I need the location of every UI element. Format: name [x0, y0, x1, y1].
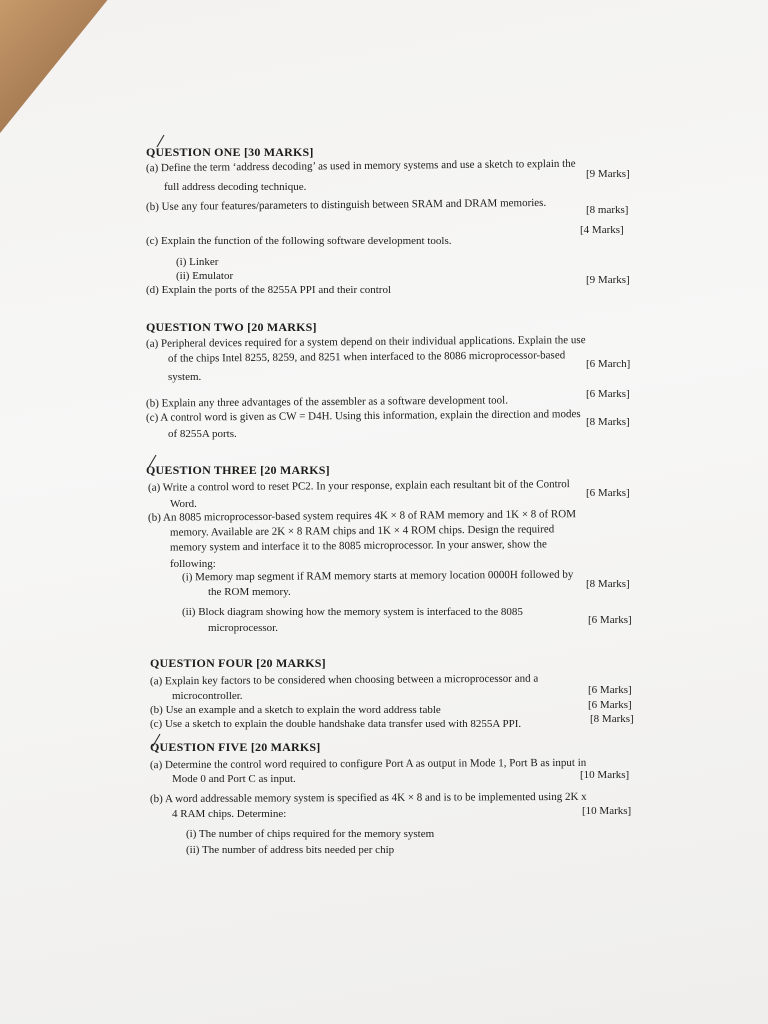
q5-b-ii-text: (ii) The number of address bits needed per chip [186, 844, 395, 856]
q1-c-item-linker: (i) Linker [176, 256, 219, 268]
question-three-heading: QUESTION THREE [20 MARKS] [146, 463, 330, 477]
q2-a-marks: [6 March] [586, 358, 631, 370]
q4-c-marks: [8 Marks] [590, 713, 634, 725]
q3-b-text-line2: memory. Available are 2K × 8 RAM chips and 1K × 4 ROM chips. Design the required [169, 523, 555, 539]
q2-a-text-line2: of the chips Intel 8255, 8259, and 8251 when interfaced to the 8086 microprocessor-based [167, 349, 566, 365]
q1-d-text: (d) Explain the ports of the 8255A PPI and their control [146, 284, 392, 296]
q1-a-text-line2: full address decoding technique. [164, 181, 307, 193]
q3-b-text-line3: memory system and interface it to the 8085 microprocessor. In your answer, show the [169, 538, 547, 554]
q3-b-ii-marks: [6 Marks] [588, 614, 632, 626]
q2-b-text: (b) Explain any three advantages of the assembler as a software development tool. [145, 394, 508, 410]
question-five-heading: QUESTION FIVE [20 MARKS] [150, 740, 321, 754]
q1-b-text: (b) Use any four features/parameters to distinguish between SRAM and DRAM memories. [145, 196, 547, 214]
q3-b-ii-text-line2: microprocessor. [208, 622, 278, 634]
q4-a-marks: [6 Marks] [588, 684, 632, 696]
q4-a-text-line1: (a) Explain key factors to be considered when choosing between a microprocessor and a [149, 672, 539, 688]
q3-a-text-line1: (a) Write a control word to reset PC2. In your response, explain each resultant bit of the Control [147, 478, 570, 494]
q3-b-text-line1: (b) An 8085 microprocessor-based system requires 4K × 8 of RAM memory and 1K × 8 of ROM [147, 508, 577, 524]
q2-c-marks: [8 Marks] [586, 416, 630, 428]
q3-b-i-marks: [8 Marks] [586, 578, 630, 590]
q1-b-marks: [8 marks] [586, 204, 629, 216]
q2-a-text-line1: (a) Peripheral devices required for a system depend on their individual applications. Explain the use [145, 334, 586, 350]
q2-b-marks: [6 Marks] [586, 388, 630, 400]
q1-a-marks: [9 Marks] [586, 168, 630, 180]
q3-a-marks: [6 Marks] [586, 487, 630, 499]
q5-a-text-line1: (a) Determine the control word required to configure Port A as output in Mode 1, Port B as input in [149, 756, 587, 772]
question-two-heading: QUESTION TWO [20 MARKS] [146, 320, 317, 334]
q4-b-text: (b) Use an example and a sketch to explain the word address table [150, 704, 441, 716]
q4-c-text: (c) Use a sketch to explain the double handshake data transfer used with 8255A PPI. [150, 718, 522, 730]
q1-a-text-line1: (a) Define the term ‘address decoding’ as used in memory systems and use a sketch to explain the [145, 157, 576, 175]
question-one-heading: QUESTION ONE [30 MARKS] [146, 145, 314, 159]
q3-b-ii-text-line1: (ii) Block diagram showing how the memory system is interfaced to the 8085 [182, 606, 523, 618]
q1-c-text: (c) Explain the function of the following software development tools. [146, 235, 452, 247]
q4-a-text-line2: microcontroller. [172, 690, 243, 702]
q5-b-i-text: (i) The number of chips required for the memory system [186, 828, 435, 840]
q3-b-text-line4: following: [170, 558, 216, 570]
q1-c-item-emulator: (ii) Emulator [176, 270, 234, 282]
q3-a-text-line2: Word. [170, 498, 197, 510]
q1-c-marks: [4 Marks] [580, 224, 624, 236]
q3-b-i-text-line1: (i) Memory map segment if RAM memory starts at memory location 0000H followed by [181, 568, 574, 584]
q3-b-i-text-line2: the ROM memory. [208, 586, 291, 598]
q5-a-text-line2: Mode 0 and Port C as input. [172, 773, 296, 785]
q2-c-text-line2: of 8255A ports. [168, 428, 237, 440]
q4-b-marks: [6 Marks] [588, 699, 632, 711]
q5-b-text-line1: (b) A word addressable memory system is specified as 4K × 8 and is to be implemented using 2K x [149, 790, 587, 806]
q5-b-marks: [10 Marks] [582, 805, 632, 817]
q2-c-text-line1: (c) A control word is given as CW = D4H. Using this information, explain the direction and modes [145, 408, 581, 424]
q2-a-text-line3: system. [168, 371, 202, 383]
question-four-heading: QUESTION FOUR [20 MARKS] [150, 656, 326, 670]
q5-b-text-line2: 4 RAM chips. Determine: [172, 808, 287, 820]
q5-a-marks: [10 Marks] [580, 769, 630, 781]
q1-d-marks: [9 Marks] [586, 274, 630, 286]
